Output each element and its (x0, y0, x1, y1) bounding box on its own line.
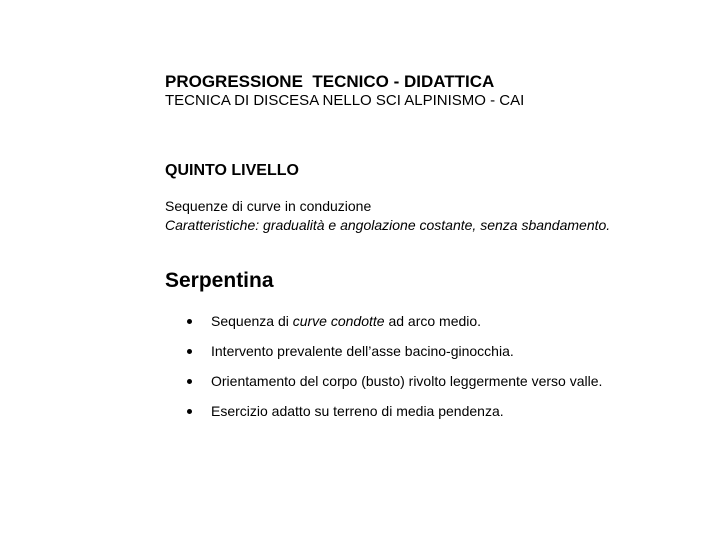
document-page (165, 72, 705, 432)
bullet-item (165, 372, 705, 391)
bullet-icon (187, 319, 192, 324)
bullet-text: Orientamento del corpo (busto) rivolto leggermente verso valle. (211, 373, 603, 389)
bullet-text: Esercizio adatto su terreno di media pendenza. (211, 403, 504, 419)
level-characteristics: Caratteristiche: gradualità e angolazione costante, senza sbandamento. (165, 217, 611, 233)
document-subtitle: TECNICA DI DISCESA NELLO SCI ALPINISMO - CAI (165, 92, 525, 109)
level-sequence: Sequenze di curve in conduzione (165, 198, 372, 214)
bullet-text-before: Sequenza di (211, 313, 293, 329)
bullet-item (165, 342, 705, 361)
bullet-item (165, 402, 705, 421)
bullet-list (165, 312, 705, 421)
bullet-icon (187, 379, 192, 384)
bullet-icon (187, 409, 192, 414)
bullet-text-emphasis: curve condotte (292, 313, 385, 329)
bullet-text: Intervento prevalente dell’asse bacino-ginocchia. (211, 343, 514, 359)
bullet-text-after: ad arco medio. (384, 313, 482, 329)
section-heading: Serpentina (165, 269, 274, 292)
document-title: PROGRESSIONE TECNICO - DIDATTICA (165, 72, 495, 91)
bullet-icon (187, 349, 192, 354)
bullet-item (165, 312, 705, 331)
level-heading: QUINTO LIVELLO (165, 162, 299, 179)
